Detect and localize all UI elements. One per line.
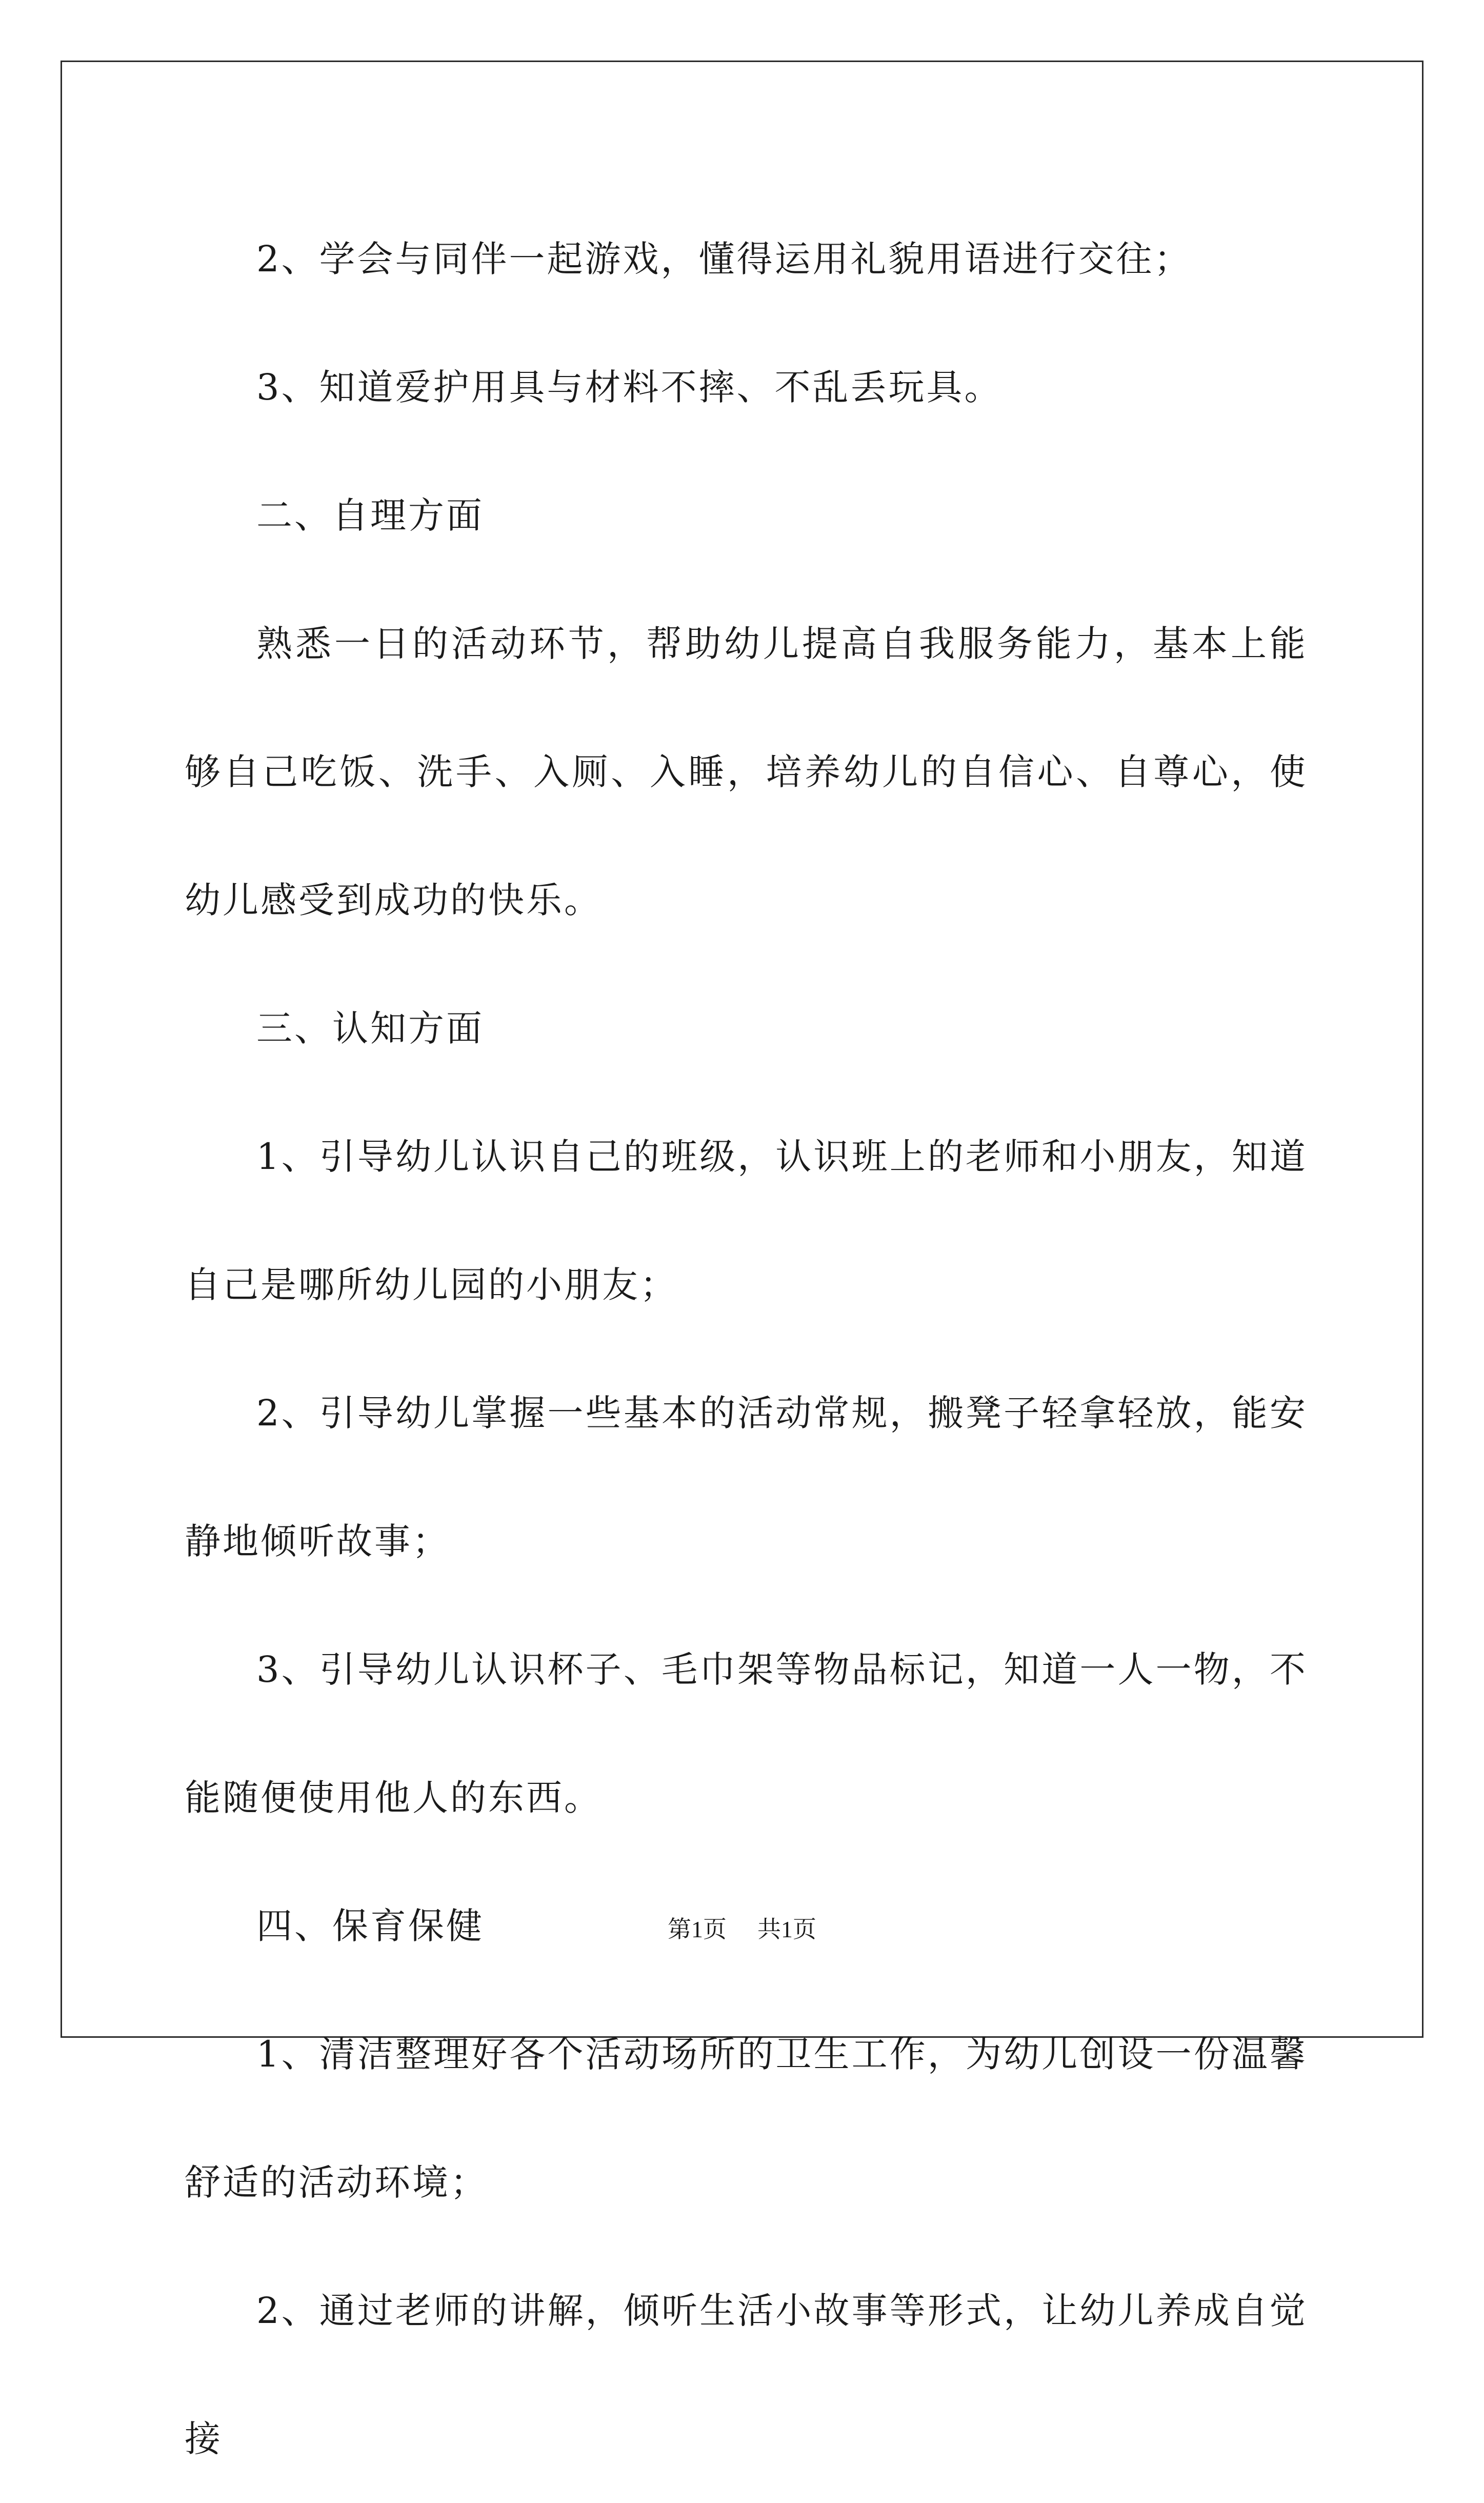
paragraph: 2、通过老师的讲解，倾听生活小故事等形式，让幼儿养成自觉接 <box>185 2290 1308 2460</box>
page-footer <box>0 1911 1484 1944</box>
paragraph: 3、引导幼儿认识杯子、毛巾架等物品标记，知道一人一物，不能随便使用他人的东西。 <box>185 1648 1308 1819</box>
section-heading: 四、保育保健 <box>256 1905 484 1947</box>
paragraph: 2、学会与同伴一起游戏，懂得运用礼貌用语进行交往； <box>256 238 1192 280</box>
section-heading: 二、自理方面 <box>256 494 484 537</box>
paragraph: 1、清洁整理好各个活动场所的卫生工作，为幼儿创设一份温馨舒适的活动环境； <box>185 2033 1308 2203</box>
section-heading: 三、认知方面 <box>256 1007 484 1049</box>
document-body <box>185 195 1308 2503</box>
paragraph: 1、引导幼儿认识自己的班级，认识班上的老师和小朋友，知道自己是哪所幼儿园的小朋友； <box>185 1136 1308 1306</box>
page-number: 第1页 <box>668 1916 727 1942</box>
paragraph: 熟悉一日的活动环节，帮助幼儿提高自我服务能力，基本上能够自己吃饭、洗手、入厕、入睡，培养幼儿的自信心、自尊心，使幼儿感受到成功的快乐。 <box>185 623 1308 921</box>
page-total: 共1页 <box>757 1916 816 1942</box>
paragraph: 3、知道爱护用具与材料不摔、不乱丢玩具。 <box>256 366 1002 408</box>
paragraph: 2、引导幼儿掌握一些基本的活动常规，搬凳子轻拿轻放，能安静地倾听故事； <box>185 1392 1308 1562</box>
